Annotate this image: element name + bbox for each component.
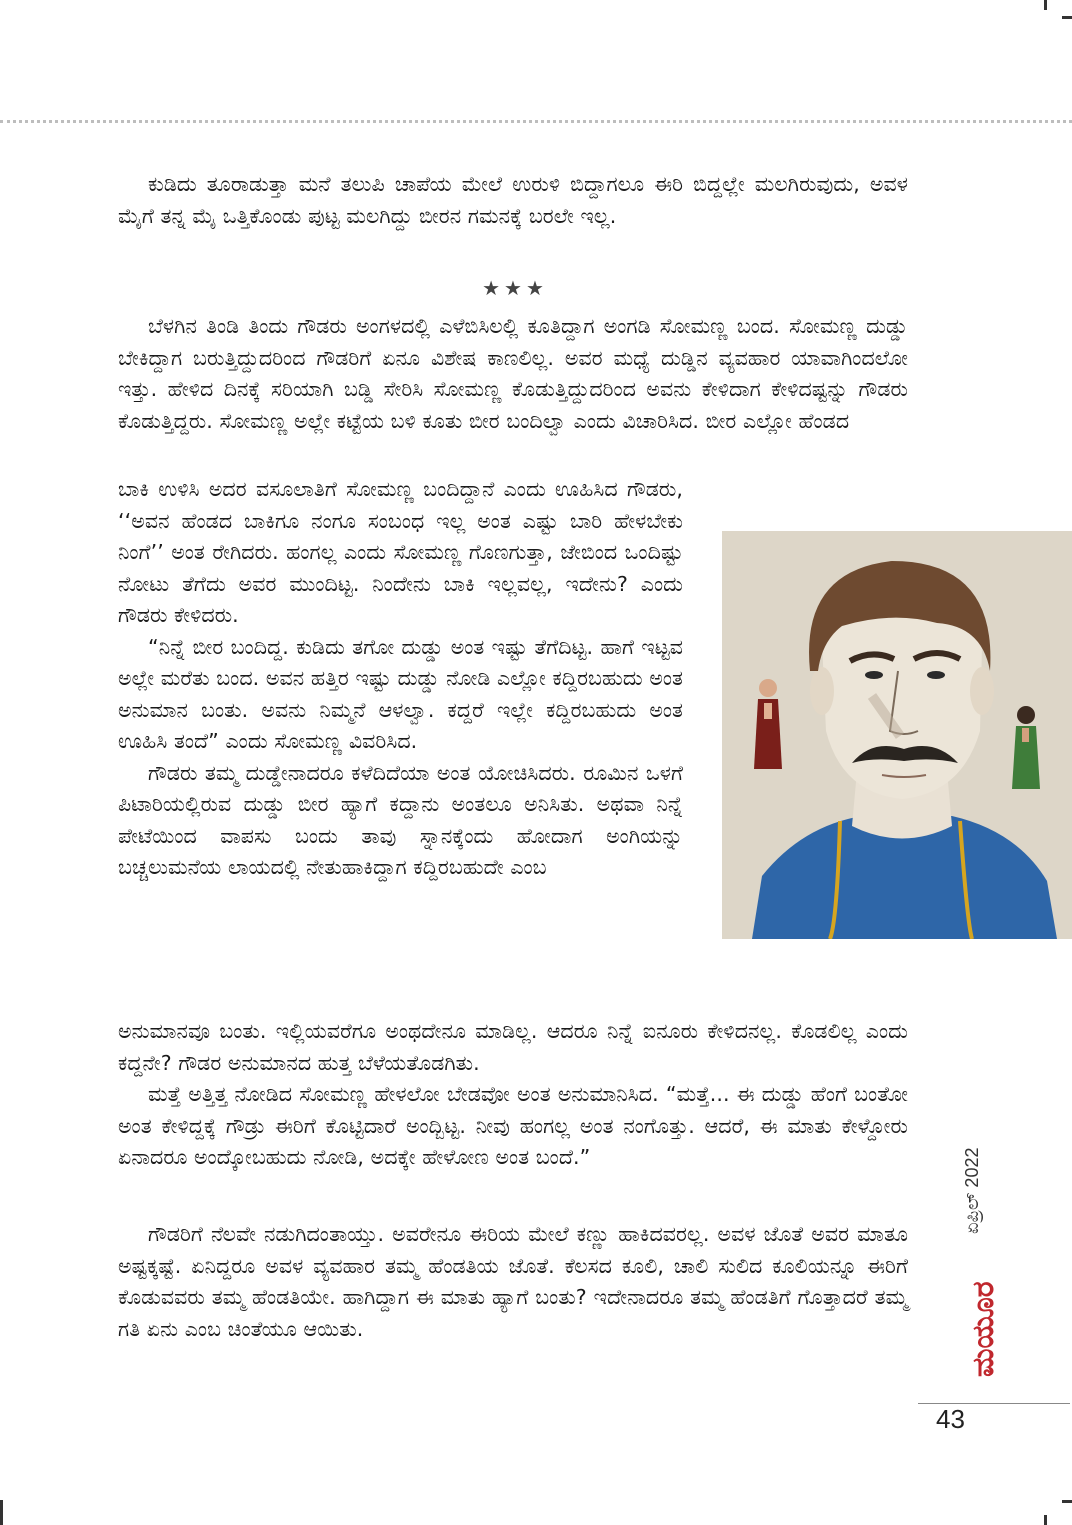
paragraph-1: ಕುಡಿದು ತೂರಾಡುತ್ತಾ ಮನೆ ತಲುಪಿ ಚಾಪೆಯ ಮೇಲೆ ಉರುಳಿ ಬಿದ್ದಾಗಲೂ ಈರಿ ಬಿದ್ದಲ್ಲೇ ಮಲಗಿರುವುದು, ಅವಳ ಮೈಗೆ ತನ್ನ ಮೈ ಒತ್ತಿಕೊಂಡು ಪುಟ್ಟ ಮಲಗಿದ್ದು ಬೀರನ ಗಮನಕ್ಕೆ ಬರಲೇ ಇಲ್ಲ. xyxy=(118,172,908,228)
story-illustration xyxy=(722,531,1072,939)
magazine-logo xyxy=(936,1245,1001,1377)
paragraph-4: ಗೌಡರು ತಮ್ಮ ದುಡ್ಡೇನಾದರೂ ಕಳೆದಿದೆಯಾ ಅಂತ ಯೋಚಿಸಿದರು. ರೂಮಿನ ಒಳಗೆ ಪಿಟಾರಿಯಲ್ಲಿರುವ ದುಡ್ಡು ಬೀರ ಹ್ಯಾಗೆ ಕದ್ದಾನು ಅಂತಲೂ ಅನಿಸಿತು. ಅಥವಾ ನಿನ್ನೆ ಪೇಟೆಯಿಂದ ವಾಪಸು ಬಂದು ತಾವು ಸ್ನಾನಕ್ಕೆಂದು ಹೋದಾಗ ಅಂಗಿಯನ್ನು ಬಚ್ಚಲುಮನೆಯ ಲಾಯದಲ್ಲಿ ನೇತುಹಾಕಿದ್ದಾಗ ಕದ್ದಿರಬಹುದೇ ಎಂಬ xyxy=(118,760,683,879)
illustration-man-portrait xyxy=(722,531,1072,939)
paragraph-2-continued: ಬಾಕಿ ಉಳಿಸಿ ಅದರ ವಸೂಲಾತಿಗೆ ಸೋಮಣ್ಣ ಬಂದಿದ್ದಾನೆ ಎಂದು ಊಹಿಸಿದ ಗೌಡರು, ‘‘ಅವನ ಹೆಂಡದ ಬಾಕಿಗೂ ನಂಗೂ ಸಂಬಂಧ ಇಲ್ಲ ಅಂತ ಎಷ್ಟು ಬಾರಿ ಹೇಳಬೇಕು ನಿಂಗೆ’’ ಅಂತ ರೇಗಿದರು. ಹಂಗಲ್ಲ ಎಂದು ಸೋಮಣ್ಣ ಗೊಣಗುತ್ತಾ, ಜೇಬಿಂದ ಒಂದಿಷ್ಟು ನೋಟು ತೆಗೆದು ಅವರ ಮುಂದಿಟ್ಟ. ನಿಂದೇನು ಬಾಕಿ ಇಲ್ಲವಲ್ಲ, ಇದೇನು? ಎಂದು ಗೌಡರು ಕೇಳಿದರು. xyxy=(118,477,683,627)
crop-mark xyxy=(0,1500,3,1525)
crop-mark xyxy=(1044,1515,1047,1525)
issue-date-label xyxy=(940,1106,980,1236)
story-text-block-3 xyxy=(118,1016,908,1174)
paragraph-3: “ನಿನ್ನೆ ಬೀರ ಬಂದಿದ್ದ. ಕುಡಿದು ತಗೋ ದುಡ್ಡು ಅಂತ ಇಷ್ಟು ತೆಗೆದಿಟ್ಟ. ಹಾಗೆ ಇಟ್ಟವ ಅಲ್ಲೇ ಮರೆತು ಬಂದ. ಅವನ ಹತ್ತಿರ ಇಷ್ಟು ದುಡ್ಡು ನೋಡಿ ಎಲ್ಲೋ ಕದ್ದಿರಬಹುದು ಅಂತ ಅನುಮಾನ ಬಂತು. ಅವನು ನಿಮ್ಮನೆ ಆಳಲ್ವಾ. ಕದ್ದರೆ ಇಲ್ಲೇ ಕದ್ದಿರಬಹುದು ಅಂತ ಊಹಿಸಿ ತಂದೆ” ಎಂದು ಸೋಮಣ್ಣ ವಿವರಿಸಿದ. xyxy=(118,634,683,753)
story-text-block-1 xyxy=(118,169,908,232)
story-text-block-4 xyxy=(118,1219,908,1345)
paragraph-4-continued: ಅನುಮಾನವೂ ಬಂತು. ಇಲ್ಲಿಯವರೆಗೂ ಅಂಥದೇನೂ ಮಾಡಿಲ್ಲ. ಆದರೂ ನಿನ್ನೆ ಐನೂರು ಕೇಳಿದನಲ್ಲ. ಕೊಡಲಿಲ್ಲ ಎಂದು ಕದ್ದನೇ? ಗೌಡರ ಅನುಮಾನದ ಹುತ್ತ ಬೆಳೆಯತೊಡಗಿತು. xyxy=(118,1019,908,1075)
paragraph-5: ಮತ್ತೆ ಅತ್ತಿತ್ತ ನೋಡಿದ ಸೋಮಣ್ಣ ಹೇಳಲೋ ಬೇಡವೋ ಅಂತ ಅನುಮಾನಿಸಿದ. “ಮತ್ತೆ... ಈ ದುಡ್ಡು ಹೆಂಗೆ ಬಂತೋ ಅಂತ ಕೇಳಿದ್ದಕ್ಕೆ ಗೌಡ್ರು ಈರಿಗೆ ಕೊಟ್ಟಿದಾರೆ ಅಂದ್ಬಿಟ್ಟ. ನೀವು ಹಂಗಲ್ಲ ಅಂತ ನಂಗೊತ್ತು. ಆದರೆ, ಈ ಮಾತು ಕೇಳ್ದೋರು ಏನಾದರೂ ಅಂದ್ಕೋಬಹುದು ನೋಡಿ, ಅದಕ್ಕೇ ಹೇಳೋಣ ಅಂತ ಬಂದೆ.” xyxy=(118,1082,908,1169)
issue-date-text: ಏಪ್ರಿಲ್ 2022 xyxy=(962,1147,982,1234)
header-dotted-rule xyxy=(0,120,1072,123)
paragraph-6: ಗೌಡರಿಗೆ ನೆಲವೇ ನಡುಗಿದಂತಾಯ್ತು. ಅವರೇನೂ ಈರಿಯ ಮೇಲೆ ಕಣ್ಣು ಹಾಕಿದವರಲ್ಲ. ಅವಳ ಜೊತೆ ಅವರ ಮಾತೂ ಅಷ್ಟಕ್ಕಷ್ಟೆ. ಏನಿದ್ದರೂ ಅವಳ ವ್ಯವಹಾರ ತಮ್ಮ ಹೆಂಡತಿಯ ಜೊತೆ. ಕೆಲಸದ ಕೂಲಿ, ಚಾಲಿ ಸುಲಿದ ಕೂಲಿಯನ್ನೂ ಈರಿಗೆ ಕೊಡುವವರು ತಮ್ಮ ಹೆಂಡತಿಯೇ. ಹಾಗಿದ್ದಾಗ ಈ ಮಾತು ಹ್ಯಾಗೆ ಬಂತು? ಇದೇನಾದರೂ ತಮ್ಮ ಹೆಂಡತಿಗೆ ಗೊತ್ತಾದರೆ ತಮ್ಮ ಗತಿ ಏನು ಎಂಬ ಚಿಂತೆಯೂ ಆಯಿತು. xyxy=(118,1222,908,1341)
magazine-logo-text: ಮಯೂರ xyxy=(966,1281,1001,1377)
section-separator: ★★★ xyxy=(482,276,548,300)
page-number: 43 xyxy=(936,1404,965,1434)
crop-mark xyxy=(1062,16,1072,19)
paragraph-2: ಬೆಳಗಿನ ತಿಂಡಿ ತಿಂದು ಗೌಡರು ಅಂಗಳದಲ್ಲಿ ಎಳೆಬಿಸಿಲಲ್ಲಿ ಕೂತಿದ್ದಾಗ ಅಂಗಡಿ ಸೋಮಣ್ಣ ಬಂದ. ಸೋಮಣ್ಣ ದುಡ್ಡು ಬೇಕಿದ್ದಾಗ ಬರುತ್ತಿದ್ದುದರಿಂದ ಗೌಡರಿಗೆ ಏನೂ ವಿಶೇಷ ಕಾಣಲಿಲ್ಲ. ಅವರ ಮಧ್ಯೆ ದುಡ್ಡಿನ ವ್ಯವಹಾರ ಯಾವಾಗಿಂದಲೋ ಇತ್ತು. ಹೇಳಿದ ದಿನಕ್ಕೆ ಸರಿಯಾಗಿ ಬಡ್ಡಿ ಸೇರಿಸಿ ಸೋಮಣ್ಣ ಕೊಡುತ್ತಿದ್ದುದರಿಂದ ಅವನು ಕೇಳಿದಾಗ ಕೇಳಿದಷ್ಟನ್ನು ಗೌಡರು ಕೊಡುತ್ತಿದ್ದರು. ಸೋಮಣ್ಣ ಅಲ್ಲೇ ಕಟ್ಟೆಯ ಬಳಿ ಕೂತು ಬೀರ ಬಂದಿಲ್ವಾ ಎಂದು ವಿಚಾರಿಸಿದ. ಬೀರ ಎಲ್ಲೋ ಹೆಂಡದ xyxy=(118,314,908,433)
story-text-block-2 xyxy=(118,311,908,437)
story-text-block-narrow xyxy=(118,474,683,884)
crop-mark xyxy=(1044,0,1047,10)
crop-mark xyxy=(1062,1500,1072,1503)
